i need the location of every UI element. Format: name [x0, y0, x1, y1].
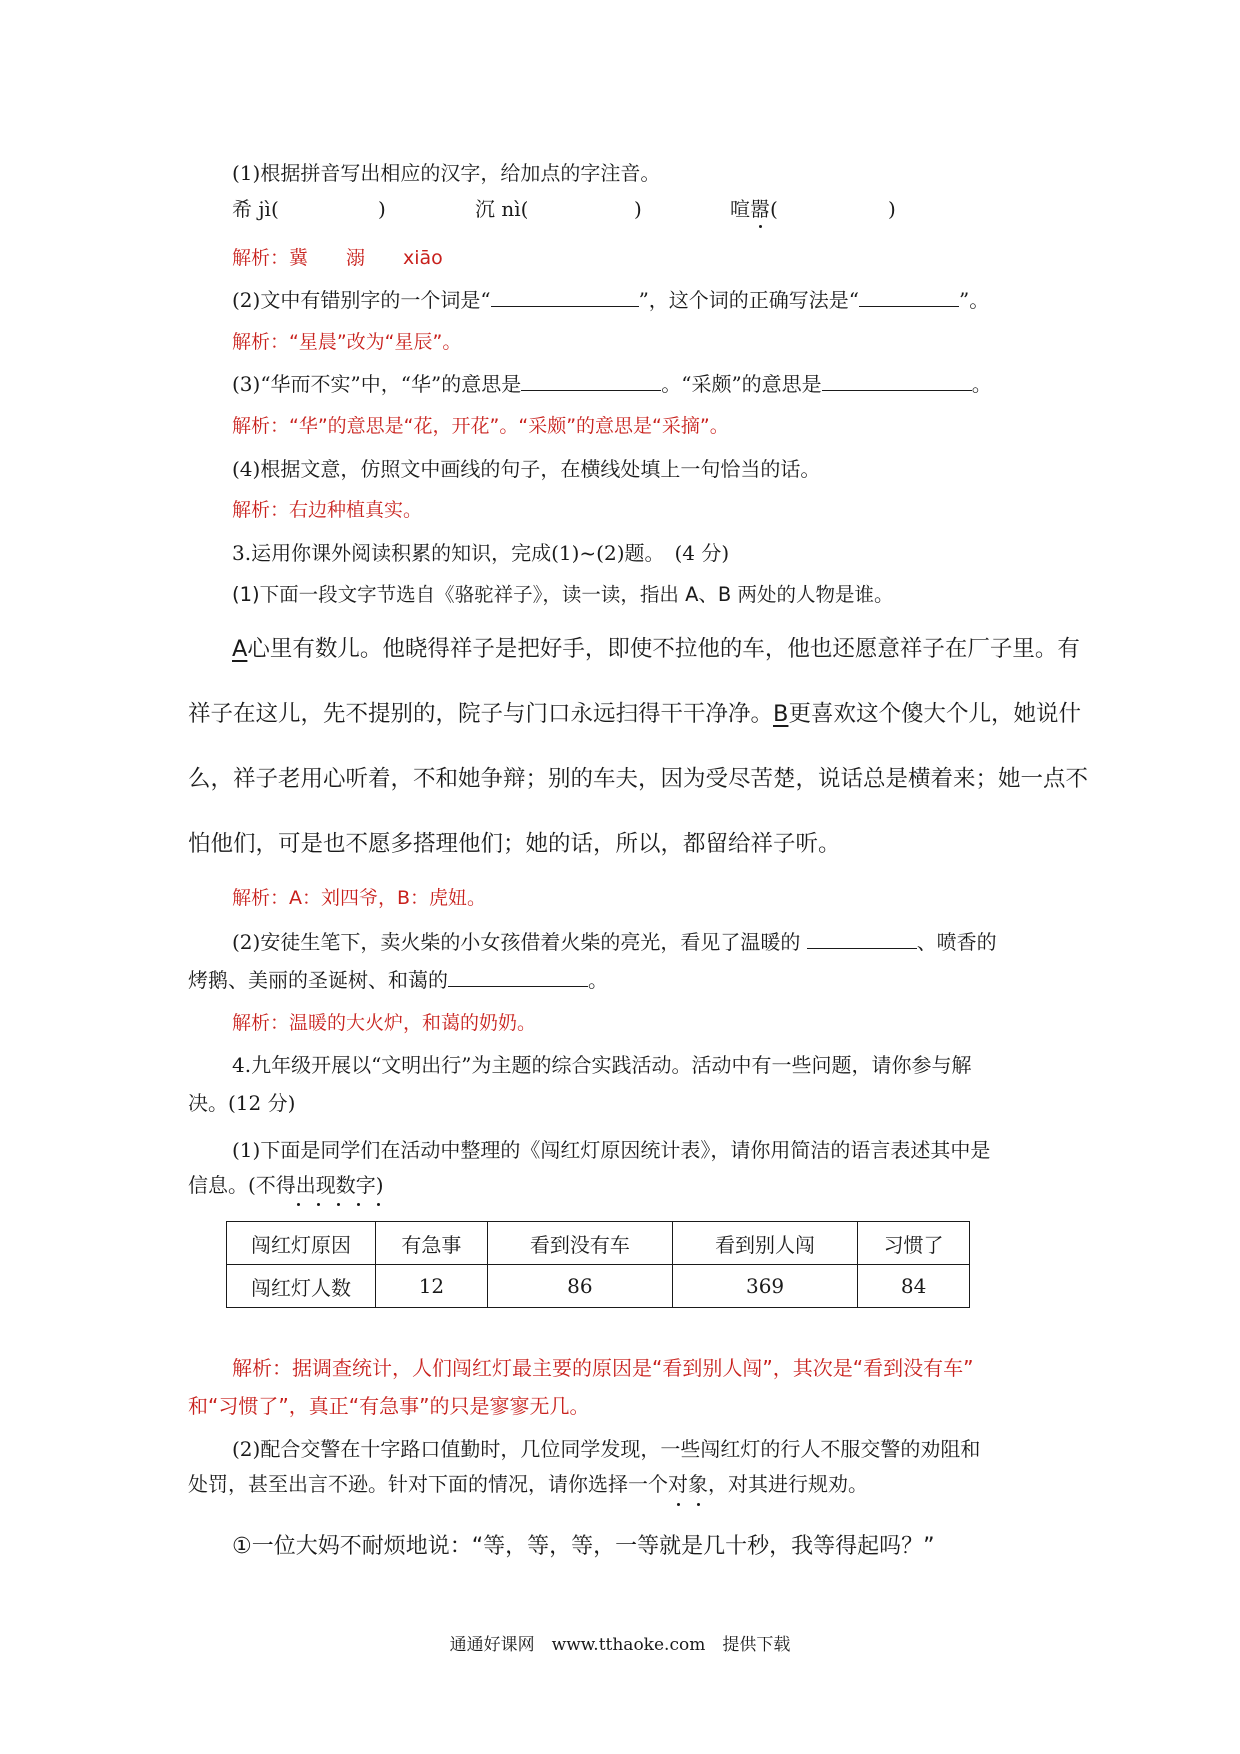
q2-part4-answer: 解析：右边种植真实。 [232, 499, 423, 521]
table-row [227, 1265, 970, 1308]
table-cell: 369 [672, 1265, 857, 1308]
q2-part1-item-3-close: ) [888, 197, 896, 221]
q4-case-1: ①一位大妈不耐烦地说：“等，等，等，一等就是几十秒，我等得起吗？” [232, 1534, 935, 1559]
passage-line-1-text: 心里有数儿。他晓得祥子是把好手，即使不拉他的车，他也还愿意祥子在厂子里。有 [247, 636, 1080, 662]
q3-part2-text-d: 。 [588, 968, 608, 992]
q3-title: 3.运用你课外阅读积累的知识，完成(1)~(2)题。 (4 分) [232, 541, 730, 565]
passage-line-2 [188, 699, 1081, 729]
q3-part2-line-1 [232, 929, 997, 955]
q2-part1-item-2-label: 沉 nì( [475, 197, 529, 221]
table-cell: 闯红灯原因 [227, 1222, 376, 1265]
q2-part3-text-b: 。“采颇”的意思是 [661, 372, 822, 396]
q4-title-line-2: 决。(12 分) [188, 1091, 296, 1115]
q2-part2-text-b: ”，这个词的正确写法是“ [638, 288, 860, 312]
table-cell: 看到没有车 [487, 1222, 672, 1265]
passage-label-a: A [232, 636, 248, 662]
q2-part2-text-a: (2)文中有错别字的一个词是“ [232, 288, 491, 312]
table-cell: 86 [487, 1265, 672, 1308]
q2-part2-answer: 解析：“星晨”改为“星辰”。 [232, 331, 462, 353]
q2-part4-prompt: (4)根据文意，仿照文中画线的句子，在横线处填上一句恰当的话。 [232, 457, 821, 481]
answer-blank[interactable] [491, 288, 639, 307]
q2-part2-text-c: ”。 [959, 288, 990, 312]
emphasis-dot [297, 1203, 300, 1206]
emphasis-dot [677, 1503, 680, 1506]
emphasis-dot [337, 1203, 340, 1206]
red-light-stats-table [226, 1221, 970, 1308]
q4-part1-line-2: 信息。(不得出现数字) [188, 1173, 384, 1197]
table-cell: 84 [858, 1265, 970, 1308]
answer-blank[interactable] [448, 968, 588, 987]
emphasis-dot [377, 1203, 380, 1206]
q4-title-line-1: 4.九年级开展以“文明出行”为主题的综合实践活动。活动中有一些问题，请你参与解 [232, 1053, 972, 1077]
table-header-row [227, 1222, 970, 1265]
q3-part2-text-c: 烤鹅、美丽的圣诞树、和蔼的 [188, 968, 448, 992]
q2-part1-item-1-close: ) [378, 197, 386, 221]
q3-part1-answer: 解析：A：刘四爷，B：虎妞。 [232, 887, 487, 909]
q4-part1-answer-line-2: 和“习惯了”，真正“有急事”的只是寥寥无几。 [188, 1394, 590, 1418]
passage-label-b: B [773, 701, 789, 727]
q2-part1-item-3-label: 喧嚣( [730, 197, 778, 221]
q3-part2-answer: 解析：温暖的大火炉，和蔼的奶奶。 [232, 1012, 537, 1034]
answer-blank[interactable] [822, 372, 972, 391]
q3-part2-text-a: (2)安徒生笔下，卖火柴的小女孩借着火柴的亮光，看见了温暖的 [232, 930, 807, 954]
emphasis-dot [759, 225, 762, 228]
q4-part1-line-1: (1)下面是同学们在活动中整理的《闯红灯原因统计表》，请你用简洁的语言表述其中是 [232, 1138, 991, 1162]
q3-part1-prompt: (1)下面一段文字节选自《骆驼祥子》，读一读，指出 A、B 两处的人物是谁。 [232, 583, 894, 606]
q2-part3-answer: 解析：“华”的意思是“花，开花”。“采颇”的意思是“采摘”。 [232, 415, 729, 437]
q2-part2-line [232, 287, 989, 313]
answer-blank[interactable] [807, 930, 917, 949]
passage-line-3: 么，祥子老用心听着，不和她争辩；别的车夫，因为受尽苦楚，说话总是横着来；她一点不 [188, 766, 1089, 792]
q2-part1-answer: 解析：冀 溺 xiāo [232, 247, 443, 269]
q3-part2-text-b: 、喷香的 [916, 930, 997, 954]
q2-part3-text-a: (3)“华而不实”中，“华”的意思是 [232, 372, 522, 396]
q4-part2-line-1: (2)配合交警在十字路口值勤时，几位同学发现，一些闯红灯的行人不服交警的劝阻和 [232, 1437, 981, 1461]
q2-part1-item-1-label: 希 jì( [232, 197, 279, 221]
page-footer: 通通好课网 www.tthaoke.com 提供下载 [449, 1635, 791, 1655]
table-cell: 习惯了 [858, 1222, 970, 1265]
emphasis-dot [697, 1503, 700, 1506]
q3-part2-line-2 [188, 967, 608, 993]
q2-part3-text-c: 。 [971, 372, 992, 396]
emphasis-dot [357, 1203, 360, 1206]
passage-line-4: 怕他们，可是也不愿多搭理他们；她的话，所以，都留给祥子听。 [188, 831, 841, 857]
table-cell: 12 [376, 1265, 488, 1308]
passage-line-2-text-a: 祥子在这儿，先不提别的，院子与门口永远扫得干干净净。 [188, 701, 774, 727]
emphasis-dot [317, 1203, 320, 1206]
q2-part1-item-2-close: ) [634, 197, 642, 221]
q2-part3-line [232, 371, 992, 397]
answer-blank[interactable] [859, 288, 959, 307]
passage-line-1 [232, 634, 1080, 664]
q4-part1-answer-line-1: 解析：据调查统计，人们闯红灯最主要的原因是“看到别人闯”，其次是“看到没有车” [232, 1356, 974, 1380]
q4-part2-line-2: 处罚，甚至出言不逊。针对下面的情况，请你选择一个对象，对其进行规劝。 [188, 1472, 868, 1496]
table-cell: 闯红灯人数 [227, 1265, 376, 1308]
table-cell: 有急事 [376, 1222, 488, 1265]
passage-line-2-text-b: 更喜欢这个傻大个儿，她说什 [788, 701, 1081, 727]
q2-part1-prompt: (1)根据拼音写出相应的汉字，给加点的字注音。 [232, 161, 661, 185]
answer-blank[interactable] [521, 372, 661, 391]
table-cell: 看到别人闯 [672, 1222, 857, 1265]
